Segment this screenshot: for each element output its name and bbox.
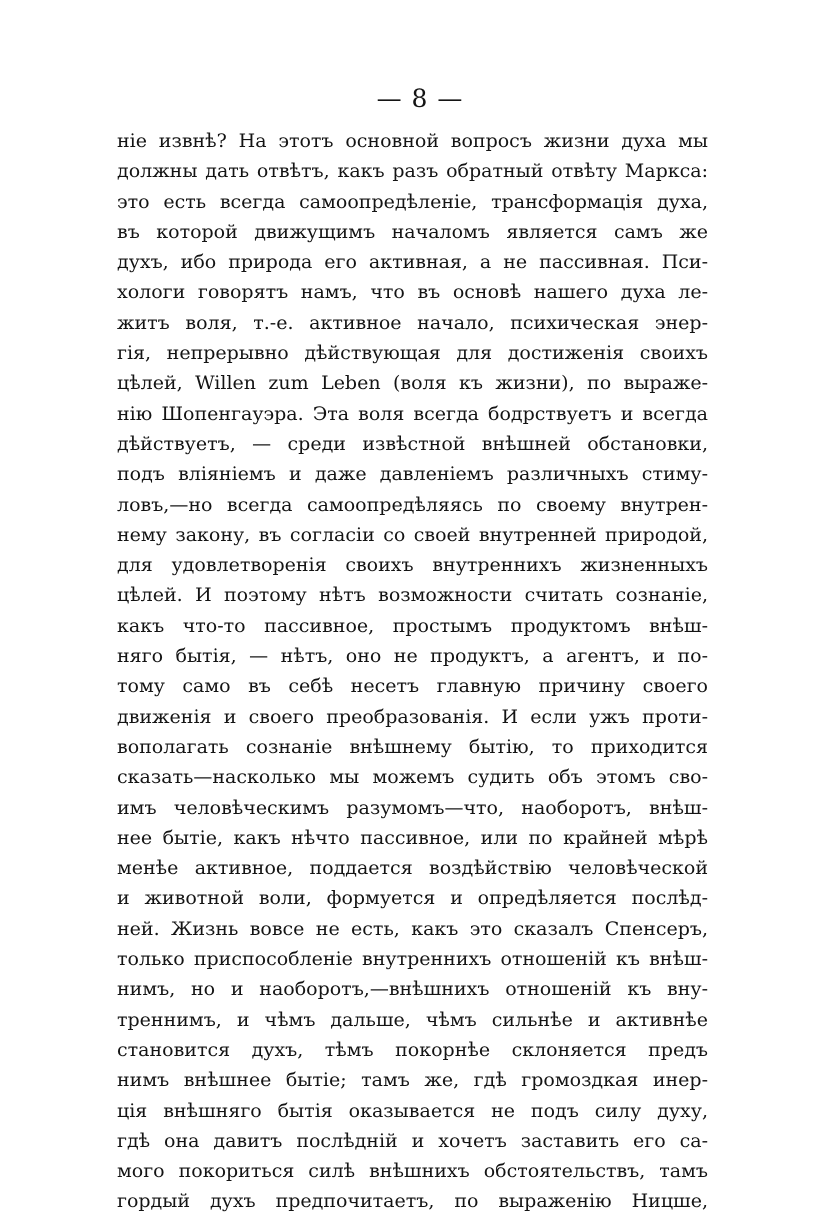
text-line: гдѣ она давитъ послѣдній и хочетъ заставить его са- [117, 1129, 708, 1152]
text-line: нему закону, въ согласіи со своей внутренней природой, [117, 523, 708, 546]
text-line: ловъ,—но всегда самоопредѣляясь по своему внутрен- [117, 493, 708, 516]
text-line: нее бытіе, какъ нѣчто пассивное, или по крайней мѣрѣ [117, 826, 708, 849]
text-line: няго бытія, — нѣтъ, оно не продуктъ, а агентъ, и по- [117, 645, 708, 668]
text-line: для удовлетворенія своихъ внутреннихъ жизненныхъ [117, 554, 708, 577]
text-line: цѣлей. И поэтому нѣтъ возможности считать сознаніе, [117, 584, 708, 607]
body-text [117, 126, 708, 1217]
text-line: мого покориться силѣ внѣшнихъ обстоятельствъ, тамъ [117, 1160, 708, 1183]
text-line: и животной воли, формуется и опредѣляется послѣд- [117, 887, 708, 910]
text-line: должны дать отвѣтъ, какъ разъ обратный отвѣту Маркса: [117, 160, 708, 183]
text-line: вополагать сознаніе внѣшнему бытію, то приходится [117, 735, 708, 758]
text-line: ніе извнѣ? На этотъ основной вопросъ жизни духа мы [117, 130, 708, 152]
text-line: цѣлей, Willen zum Leben (воля къ жизни), по выраже- [117, 372, 708, 395]
page-number: — 8 — [376, 84, 464, 113]
text-line: менѣе активное, поддается воздѣйствію человѣческой [117, 857, 708, 880]
text-line: житъ воля, т.-е. активное начало, психическая энер- [117, 311, 708, 334]
text-line: хологи говорятъ намъ, что въ основѣ нашего духа ле- [117, 281, 708, 304]
text-line: какъ что-то пассивное, простымъ продуктомъ внѣш- [117, 614, 708, 637]
text-line: только приспособленіе внутреннихъ отношеній къ внѣш- [117, 948, 708, 971]
text-line: гія, непрерывно дѣйствующая для достиженія своихъ [117, 342, 708, 365]
text-line: тому само въ себѣ несетъ главную причину своего [117, 675, 708, 698]
text-line: становится духъ, тѣмъ покорнѣе склоняется предъ [117, 1038, 708, 1061]
text-line: подъ вліяніемъ и даже давленіемъ различныхъ стиму- [117, 463, 708, 486]
text-line: нимъ внѣшнее бытіе; тамъ же, гдѣ громоздкая инер- [117, 1069, 708, 1092]
text-line: нію Шопенгауэра. Эта воля всегда бодрствуетъ и всегда [117, 402, 708, 425]
text-line: дѣйствуетъ, — среди извѣстной внѣшней обстановки, [117, 432, 708, 455]
text-line: гордый духъ предпочитаетъ, по выраженію Ницше, [117, 1190, 708, 1213]
text-line: ція внѣшняго бытія оказывается не подъ силу духу, [117, 1099, 708, 1122]
text-line: имъ человѣческимъ разумомъ—что, наоборотъ, внѣш- [117, 796, 708, 819]
text-line: нимъ, но и наоборотъ,—внѣшнихъ отношеній къ вну- [117, 978, 708, 1001]
text-line: въ которой движущимъ началомъ является самъ же [117, 220, 708, 243]
text-line: ней. Жизнь вовсе не есть, какъ это сказалъ Спенсеръ, [117, 917, 708, 940]
text-line: это есть всегда самоопредѣленіе, трансформація духа, [117, 190, 708, 213]
text-line: духъ, ибо природа его активная, а не пассивная. Пси- [117, 251, 708, 274]
text-line: сказать—насколько мы можемъ судить объ этомъ сво- [117, 766, 708, 789]
text-line: движенія и своего преобразованія. И если ужъ проти- [117, 705, 708, 728]
text-line: треннимъ, и чѣмъ дальше, чѣмъ сильнѣе и активнѣе [117, 1008, 708, 1031]
